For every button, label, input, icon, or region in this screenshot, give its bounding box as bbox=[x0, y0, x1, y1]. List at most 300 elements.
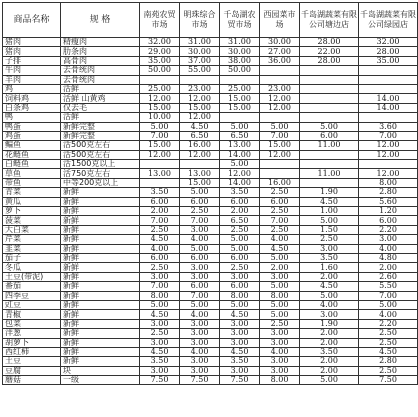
cell-price-qiandaohu: 3.50 bbox=[220, 188, 260, 197]
table-row bbox=[3, 122, 418, 131]
cell-price-qiandaohu: 3.00 bbox=[220, 319, 260, 328]
cell-price-xiyuan: 2.00 bbox=[260, 263, 300, 272]
cell-price-tangbian bbox=[300, 94, 359, 103]
cell-product-name: 番茄 bbox=[3, 282, 61, 291]
cell-price-lvyuan: 1.20 bbox=[359, 207, 418, 216]
cell-price-tangbian bbox=[300, 160, 359, 169]
cell-price-nanyuan: 7.50 bbox=[140, 376, 180, 385]
cell-price-xiyuan: 8.00 bbox=[260, 376, 300, 385]
cell-spec: 新鲜完整 bbox=[61, 131, 140, 140]
cell-price-mingzhu: 5.00 bbox=[180, 244, 220, 253]
cell-product-name: 胡萝卜 bbox=[3, 338, 61, 347]
cell-price-mingzhu: 6.00 bbox=[180, 253, 220, 262]
cell-price-lvyuan: 2.60 bbox=[359, 272, 418, 281]
cell-price-tangbian: 4.50 bbox=[300, 197, 359, 206]
cell-product-name: 白鲢鱼 bbox=[3, 160, 61, 169]
cell-price-mingzhu: 23.00 bbox=[180, 84, 220, 93]
cell-price-lvyuan: 35.00 bbox=[359, 56, 418, 65]
cell-price-tangbian bbox=[300, 150, 359, 159]
cell-price-tangbian: 2.00 bbox=[300, 357, 359, 366]
cell-price-lvyuan: 12.00 bbox=[359, 169, 418, 178]
table-row bbox=[3, 253, 418, 262]
cell-price-xiyuan: 5.00 bbox=[260, 282, 300, 291]
cell-price-mingzhu: 31.00 bbox=[180, 38, 220, 47]
cell-product-name: 黄瓜 bbox=[3, 197, 61, 206]
cell-price-mingzhu bbox=[180, 160, 220, 169]
table-row bbox=[3, 235, 418, 244]
cell-price-lvyuan bbox=[359, 75, 418, 84]
cell-price-mingzhu: 3.00 bbox=[180, 357, 220, 366]
cell-spec: 一级 bbox=[61, 376, 140, 385]
table-row bbox=[3, 329, 418, 338]
cell-price-tangbian: 4.00 bbox=[300, 300, 359, 309]
cell-spec: 活750克左右 bbox=[61, 169, 140, 178]
cell-product-name: 羊肉 bbox=[3, 75, 61, 84]
table-row bbox=[3, 300, 418, 309]
cell-price-mingzhu: 3.00 bbox=[180, 329, 220, 338]
table-row bbox=[3, 207, 418, 216]
cell-price-xiyuan: 23.00 bbox=[260, 84, 300, 93]
cell-price-nanyuan: 50.00 bbox=[140, 66, 180, 75]
cell-spec: 新鲜 bbox=[61, 235, 140, 244]
cell-price-nanyuan: 4.50 bbox=[140, 347, 180, 356]
table-row bbox=[3, 188, 418, 197]
cell-product-name: 鳊鱼 bbox=[3, 141, 61, 150]
cell-price-qiandaohu: 5.00 bbox=[220, 300, 260, 309]
cell-price-qiandaohu: 3.00 bbox=[220, 329, 260, 338]
cell-price-nanyuan: 3.50 bbox=[140, 188, 180, 197]
cell-price-lvyuan: 2.20 bbox=[359, 319, 418, 328]
cell-price-qiandaohu: 2.00 bbox=[220, 207, 260, 216]
cell-spec: 高骨肉 bbox=[61, 56, 140, 65]
cell-price-mingzhu: 16.00 bbox=[180, 141, 220, 150]
cell-price-tangbian: 5.00 bbox=[300, 216, 359, 225]
cell-price-qiandaohu: 3.00 bbox=[220, 272, 260, 281]
cell-spec: 新鲜完整 bbox=[61, 122, 140, 131]
cell-price-mingzhu: 2.50 bbox=[180, 207, 220, 216]
cell-price-qiandaohu: 6.00 bbox=[220, 253, 260, 262]
cell-price-nanyuan: 7.00 bbox=[140, 131, 180, 140]
cell-price-mingzhu: 3.00 bbox=[180, 225, 220, 234]
cell-price-lvyuan: 4.50 bbox=[359, 347, 418, 356]
cell-product-name: 蘑菇 bbox=[3, 376, 61, 385]
cell-price-mingzhu: 5.00 bbox=[180, 300, 220, 309]
header-row bbox=[3, 3, 418, 38]
cell-price-nanyuan: 7.00 bbox=[140, 216, 180, 225]
cell-price-tangbian: 11.00 bbox=[300, 141, 359, 150]
table-row bbox=[3, 376, 418, 385]
cell-product-name: 豆腐 bbox=[3, 366, 61, 375]
cell-price-qiandaohu: 30.00 bbox=[220, 47, 260, 56]
cell-price-qiandaohu: 38.00 bbox=[220, 56, 260, 65]
header-market-xiyuan: 西园菜市场 bbox=[260, 3, 300, 38]
cell-price-tangbian bbox=[300, 113, 359, 122]
cell-price-nanyuan: 2.50 bbox=[140, 225, 180, 234]
cell-price-nanyuan: 8.00 bbox=[140, 291, 180, 300]
cell-spec: 块 bbox=[61, 366, 140, 375]
cell-price-mingzhu: 3.00 bbox=[180, 319, 220, 328]
cell-price-xiyuan: 3.00 bbox=[260, 272, 300, 281]
cell-price-qiandaohu: 2.50 bbox=[220, 225, 260, 234]
cell-price-mingzhu: 6.00 bbox=[180, 197, 220, 206]
table-row bbox=[3, 66, 418, 75]
cell-spec: 新鲜 bbox=[61, 319, 140, 328]
cell-price-xiyuan: 8.00 bbox=[260, 291, 300, 300]
header-market-nanyuan: 南苑农贸市场 bbox=[140, 3, 180, 38]
cell-price-lvyuan: 8.00 bbox=[359, 178, 418, 187]
cell-price-tangbian: 3.50 bbox=[300, 347, 359, 356]
table-body bbox=[3, 38, 418, 385]
table-row bbox=[3, 216, 418, 225]
cell-price-lvyuan: 2.80 bbox=[359, 188, 418, 197]
cell-spec: 活500克左右 bbox=[61, 141, 140, 150]
cell-price-nanyuan: 13.00 bbox=[140, 169, 180, 178]
cell-price-xiyuan: 3.00 bbox=[260, 357, 300, 366]
cell-price-qiandaohu: 3.50 bbox=[220, 357, 260, 366]
cell-price-qiandaohu: 12.00 bbox=[220, 169, 260, 178]
cell-spec: 新鲜 bbox=[61, 207, 140, 216]
cell-product-name: 带鱼 bbox=[3, 178, 61, 187]
cell-price-xiyuan: 16.00 bbox=[260, 178, 300, 187]
cell-product-name: 青菜 bbox=[3, 188, 61, 197]
cell-price-nanyuan: 4.50 bbox=[140, 235, 180, 244]
cell-price-xiyuan: 27.00 bbox=[260, 47, 300, 56]
cell-price-lvyuan: 2.50 bbox=[359, 329, 418, 338]
cell-spec: 新鲜 bbox=[61, 244, 140, 253]
cell-price-tangbian: 28.00 bbox=[300, 56, 359, 65]
table-row bbox=[3, 38, 418, 47]
cell-price-lvyuan: 2.50 bbox=[359, 366, 418, 375]
cell-price-mingzhu: 15.00 bbox=[180, 178, 220, 187]
cell-price-mingzhu: 5.00 bbox=[180, 188, 220, 197]
cell-price-mingzhu: 3.00 bbox=[180, 338, 220, 347]
cell-product-name: 土豆(带泥) bbox=[3, 272, 61, 281]
cell-price-xiyuan bbox=[260, 113, 300, 122]
cell-price-lvyuan: 7.00 bbox=[359, 131, 418, 140]
cell-product-name: 猪肉 bbox=[3, 38, 61, 47]
cell-product-name: 冬瓜 bbox=[3, 263, 61, 272]
cell-price-xiyuan: 2.50 bbox=[260, 319, 300, 328]
cell-price-qiandaohu: 5.00 bbox=[220, 160, 260, 169]
cell-price-lvyuan bbox=[359, 160, 418, 169]
cell-price-mingzhu: 7.50 bbox=[180, 376, 220, 385]
cell-product-name: 韭菜 bbox=[3, 244, 61, 253]
cell-price-tangbian bbox=[300, 178, 359, 187]
cell-price-xiyuan: 5.00 bbox=[260, 300, 300, 309]
cell-price-qiandaohu: 8.00 bbox=[220, 291, 260, 300]
cell-price-lvyuan: 5.60 bbox=[359, 197, 418, 206]
cell-price-nanyuan: 3.50 bbox=[140, 357, 180, 366]
cell-price-xiyuan: 5.00 bbox=[260, 253, 300, 262]
cell-price-lvyuan: 2.50 bbox=[359, 338, 418, 347]
cell-price-xiyuan bbox=[260, 169, 300, 178]
table-row bbox=[3, 169, 418, 178]
cell-spec: 新鲜 bbox=[61, 291, 140, 300]
cell-price-qiandaohu: 15.00 bbox=[220, 94, 260, 103]
cell-price-tangbian bbox=[300, 103, 359, 112]
cell-price-mingzhu: 7.00 bbox=[180, 291, 220, 300]
cell-price-tangbian: 1.50 bbox=[300, 225, 359, 234]
header-store-lvyuan: 千岛湖蔬菜有限公司绿园店 bbox=[359, 3, 418, 38]
cell-product-name: 洋葱 bbox=[3, 329, 61, 338]
cell-price-xiyuan: 12.00 bbox=[260, 94, 300, 103]
cell-spec: 新鲜 bbox=[61, 188, 140, 197]
cell-price-lvyuan: 7.50 bbox=[359, 376, 418, 385]
table-row bbox=[3, 338, 418, 347]
cell-price-nanyuan: 5.00 bbox=[140, 300, 180, 309]
table-row bbox=[3, 94, 418, 103]
cell-price-nanyuan: 7.00 bbox=[140, 282, 180, 291]
cell-spec: 新鲜 bbox=[61, 357, 140, 366]
cell-price-xiyuan: 12.00 bbox=[260, 150, 300, 159]
cell-price-nanyuan: 15.00 bbox=[140, 141, 180, 150]
cell-price-xiyuan: 2.50 bbox=[260, 207, 300, 216]
cell-price-xiyuan: 7.00 bbox=[260, 131, 300, 140]
cell-price-tangbian: 1.60 bbox=[300, 263, 359, 272]
cell-price-mingzhu: 3.00 bbox=[180, 366, 220, 375]
cell-price-qiandaohu: 2.50 bbox=[220, 263, 260, 272]
cell-price-tangbian: 5.00 bbox=[300, 291, 359, 300]
cell-spec: 新鲜 bbox=[61, 216, 140, 225]
cell-product-name: 茄子 bbox=[3, 253, 61, 262]
cell-price-xiyuan: 15.00 bbox=[260, 141, 300, 150]
cell-price-mingzhu: 4.00 bbox=[180, 310, 220, 319]
cell-price-tangbian bbox=[300, 75, 359, 84]
cell-price-qiandaohu bbox=[220, 75, 260, 84]
cell-price-qiandaohu: 4.50 bbox=[220, 310, 260, 319]
cell-price-qiandaohu: 6.00 bbox=[220, 282, 260, 291]
cell-price-tangbian: 11.00 bbox=[300, 169, 359, 178]
cell-price-nanyuan: 2.50 bbox=[140, 329, 180, 338]
cell-price-nanyuan: 12.00 bbox=[140, 94, 180, 103]
cell-price-tangbian: 3.00 bbox=[300, 310, 359, 319]
cell-price-nanyuan: 2.00 bbox=[140, 207, 180, 216]
cell-price-tangbian: 2.00 bbox=[300, 366, 359, 375]
cell-price-qiandaohu: 25.00 bbox=[220, 84, 260, 93]
cell-price-lvyuan: 4.00 bbox=[359, 310, 418, 319]
table-row bbox=[3, 47, 418, 56]
cell-product-name: 鸭蛋 bbox=[3, 122, 61, 131]
cell-price-lvyuan bbox=[359, 84, 418, 93]
cell-price-tangbian: 1.90 bbox=[300, 319, 359, 328]
cell-price-lvyuan: 4.80 bbox=[359, 253, 418, 262]
cell-price-xiyuan: 4.00 bbox=[260, 235, 300, 244]
cell-price-xiyuan: 3.00 bbox=[260, 338, 300, 347]
cell-price-mingzhu: 3.00 bbox=[180, 263, 220, 272]
cell-spec: 活鲜 bbox=[61, 113, 140, 122]
cell-price-mingzhu: 12.00 bbox=[180, 150, 220, 159]
cell-product-name: 芹菜 bbox=[3, 235, 61, 244]
cell-price-qiandaohu: 6.00 bbox=[220, 197, 260, 206]
cell-price-xiyuan: 36.00 bbox=[260, 56, 300, 65]
cell-product-name: 菠菜 bbox=[3, 216, 61, 225]
cell-product-name: 白条鸡 bbox=[3, 103, 61, 112]
header-market-qiandaohu: 千岛湖农贸市场 bbox=[220, 3, 260, 38]
table-row bbox=[3, 113, 418, 122]
cell-price-tangbian: 1.00 bbox=[300, 207, 359, 216]
cell-price-tangbian: 22.00 bbox=[300, 47, 359, 56]
cell-price-lvyuan: 7.00 bbox=[359, 291, 418, 300]
cell-price-mingzhu: 6.50 bbox=[180, 131, 220, 140]
cell-product-name: 猪肉 bbox=[3, 47, 61, 56]
cell-price-qiandaohu: 3.00 bbox=[220, 366, 260, 375]
cell-price-qiandaohu: 50.00 bbox=[220, 66, 260, 75]
cell-spec: 肋条肉 bbox=[61, 47, 140, 56]
table-row bbox=[3, 282, 418, 291]
cell-price-lvyuan: 6.00 bbox=[359, 216, 418, 225]
cell-price-tangbian: 3.50 bbox=[300, 253, 359, 262]
cell-price-nanyuan: 25.00 bbox=[140, 84, 180, 93]
cell-product-name: 草鱼 bbox=[3, 169, 61, 178]
cell-product-name: 西红柿 bbox=[3, 347, 61, 356]
cell-price-lvyuan: 14.00 bbox=[359, 94, 418, 103]
cell-price-tangbian: 2.00 bbox=[300, 338, 359, 347]
table-row bbox=[3, 160, 418, 169]
cell-price-mingzhu: 37.00 bbox=[180, 56, 220, 65]
cell-price-xiyuan bbox=[260, 160, 300, 169]
cell-price-tangbian: 1.90 bbox=[300, 188, 359, 197]
cell-price-nanyuan: 5.00 bbox=[140, 122, 180, 131]
cell-price-nanyuan bbox=[140, 178, 180, 187]
cell-price-tangbian: 5.00 bbox=[300, 376, 359, 385]
cell-product-name: 饲料鸡 bbox=[3, 94, 61, 103]
cell-price-nanyuan: 29.00 bbox=[140, 47, 180, 56]
cell-spec: 活鲜 bbox=[61, 84, 140, 93]
cell-price-tangbian: 6.00 bbox=[300, 131, 359, 140]
cell-price-lvyuan: 12.00 bbox=[359, 141, 418, 150]
cell-price-qiandaohu: 14.00 bbox=[220, 178, 260, 187]
cell-spec: 新鲜 bbox=[61, 310, 140, 319]
cell-price-nanyuan: 10.00 bbox=[140, 113, 180, 122]
cell-price-lvyuan: 5.50 bbox=[359, 282, 418, 291]
cell-price-tangbian: 3.00 bbox=[300, 244, 359, 253]
cell-price-lvyuan: 5.00 bbox=[359, 300, 418, 309]
cell-product-name: 萝卜 bbox=[3, 207, 61, 216]
cell-spec: 去骨统肉 bbox=[61, 66, 140, 75]
cell-price-lvyuan: 12.00 bbox=[359, 150, 418, 159]
cell-price-lvyuan: 4.00 bbox=[359, 244, 418, 253]
cell-spec: 新鲜 bbox=[61, 282, 140, 291]
cell-price-lvyuan: 3.60 bbox=[359, 122, 418, 131]
cell-price-xiyuan: 2.50 bbox=[260, 225, 300, 234]
cell-price-xiyuan: 3.00 bbox=[260, 329, 300, 338]
cell-price-qiandaohu: 31.00 bbox=[220, 38, 260, 47]
cell-spec: 新鲜 bbox=[61, 253, 140, 262]
cell-price-mingzhu: 4.50 bbox=[180, 122, 220, 131]
cell-product-name: 鸡 bbox=[3, 84, 61, 93]
cell-price-tangbian bbox=[300, 66, 359, 75]
cell-price-tangbian: 4.50 bbox=[300, 282, 359, 291]
cell-price-nanyuan: 35.00 bbox=[140, 56, 180, 65]
table-row bbox=[3, 357, 418, 366]
cell-spec: 活1500克以上 bbox=[61, 160, 140, 169]
cell-price-lvyuan: 2.80 bbox=[359, 357, 418, 366]
cell-price-nanyuan: 3.00 bbox=[140, 272, 180, 281]
cell-price-xiyuan bbox=[260, 66, 300, 75]
cell-price-qiandaohu: 5.00 bbox=[220, 244, 260, 253]
header-product-name: 商品名称 bbox=[3, 3, 61, 38]
cell-product-name: 土豆 bbox=[3, 357, 61, 366]
table-row bbox=[3, 141, 418, 150]
cell-spec: 活鲜 山黄鸡 bbox=[61, 94, 140, 103]
cell-price-lvyuan: 32.00 bbox=[359, 38, 418, 47]
cell-price-nanyuan: 2.50 bbox=[140, 263, 180, 272]
table-row bbox=[3, 366, 418, 375]
cell-price-mingzhu: 55.00 bbox=[180, 66, 220, 75]
cell-price-tangbian: 28.00 bbox=[300, 38, 359, 47]
cell-spec: 新鲜 bbox=[61, 300, 140, 309]
cell-price-qiandaohu: 7.50 bbox=[220, 376, 260, 385]
cell-price-qiandaohu: 13.00 bbox=[220, 141, 260, 150]
cell-spec: 精瘦肉 bbox=[61, 38, 140, 47]
cell-price-nanyuan: 32.00 bbox=[140, 38, 180, 47]
cell-price-lvyuan bbox=[359, 66, 418, 75]
cell-price-tangbian: 5.00 bbox=[300, 122, 359, 131]
cell-price-qiandaohu: 15.00 bbox=[220, 103, 260, 112]
cell-price-mingzhu: 4.00 bbox=[180, 235, 220, 244]
table-row bbox=[3, 84, 418, 93]
header-store-tangbian: 千岛湖蔬菜有限公司塘边店 bbox=[300, 3, 359, 38]
cell-price-tangbian: 2.50 bbox=[300, 235, 359, 244]
cell-spec: 新鲜 bbox=[61, 329, 140, 338]
cell-product-name: 花鲢鱼 bbox=[3, 150, 61, 159]
cell-price-qiandaohu: 6.50 bbox=[220, 216, 260, 225]
cell-price-mingzhu: 6.00 bbox=[180, 282, 220, 291]
cell-price-qiandaohu: 5.00 bbox=[220, 235, 260, 244]
cell-spec: 新鲜 bbox=[61, 347, 140, 356]
cell-price-nanyuan: 15.00 bbox=[140, 103, 180, 112]
cell-price-nanyuan: 12.00 bbox=[140, 150, 180, 159]
cell-product-name: 鸭 bbox=[3, 113, 61, 122]
cell-product-name: 包菜 bbox=[3, 319, 61, 328]
cell-price-xiyuan: 4.50 bbox=[260, 244, 300, 253]
cell-price-xiyuan: 6.00 bbox=[260, 197, 300, 206]
cell-spec: 新鲜 bbox=[61, 225, 140, 234]
cell-price-nanyuan bbox=[140, 75, 180, 84]
cell-price-mingzhu: 7.00 bbox=[180, 216, 220, 225]
cell-product-name: 子排 bbox=[3, 56, 61, 65]
cell-spec: 新鲜 bbox=[61, 263, 140, 272]
cell-price-lvyuan: 28.00 bbox=[359, 47, 418, 56]
cell-price-tangbian bbox=[300, 84, 359, 93]
cell-price-lvyuan: 14.00 bbox=[359, 103, 418, 112]
cell-spec: 中等200克以上 bbox=[61, 178, 140, 187]
header-market-mingzhu: 明珠综合市场 bbox=[180, 3, 220, 38]
cell-price-mingzhu: 12.00 bbox=[180, 94, 220, 103]
cell-price-qiandaohu: 4.50 bbox=[220, 347, 260, 356]
cell-spec: 仅去毛 bbox=[61, 103, 140, 112]
cell-price-nanyuan bbox=[140, 160, 180, 169]
cell-price-xiyuan: 3.00 bbox=[260, 366, 300, 375]
cell-price-mingzhu: 15.00 bbox=[180, 103, 220, 112]
table-row bbox=[3, 310, 418, 319]
cell-price-nanyuan: 3.00 bbox=[140, 338, 180, 347]
cell-price-qiandaohu: 6.50 bbox=[220, 131, 260, 140]
cell-price-nanyuan: 4.00 bbox=[140, 244, 180, 253]
cell-price-mingzhu: 13.00 bbox=[180, 169, 220, 178]
cell-price-lvyuan: 2.00 bbox=[359, 263, 418, 272]
cell-product-name: 四季豆 bbox=[3, 291, 61, 300]
cell-price-xiyuan: 12.00 bbox=[260, 103, 300, 112]
cell-spec: 去骨统肉 bbox=[61, 75, 140, 84]
cell-product-name: 鸡蛋 bbox=[3, 131, 61, 140]
cell-spec: 新鲜 bbox=[61, 338, 140, 347]
cell-price-xiyuan: 30.00 bbox=[260, 38, 300, 47]
cell-price-qiandaohu: 14.00 bbox=[220, 150, 260, 159]
cell-price-xiyuan: 4.00 bbox=[260, 347, 300, 356]
cell-price-lvyuan bbox=[359, 113, 418, 122]
cell-price-nanyuan: 6.00 bbox=[140, 253, 180, 262]
